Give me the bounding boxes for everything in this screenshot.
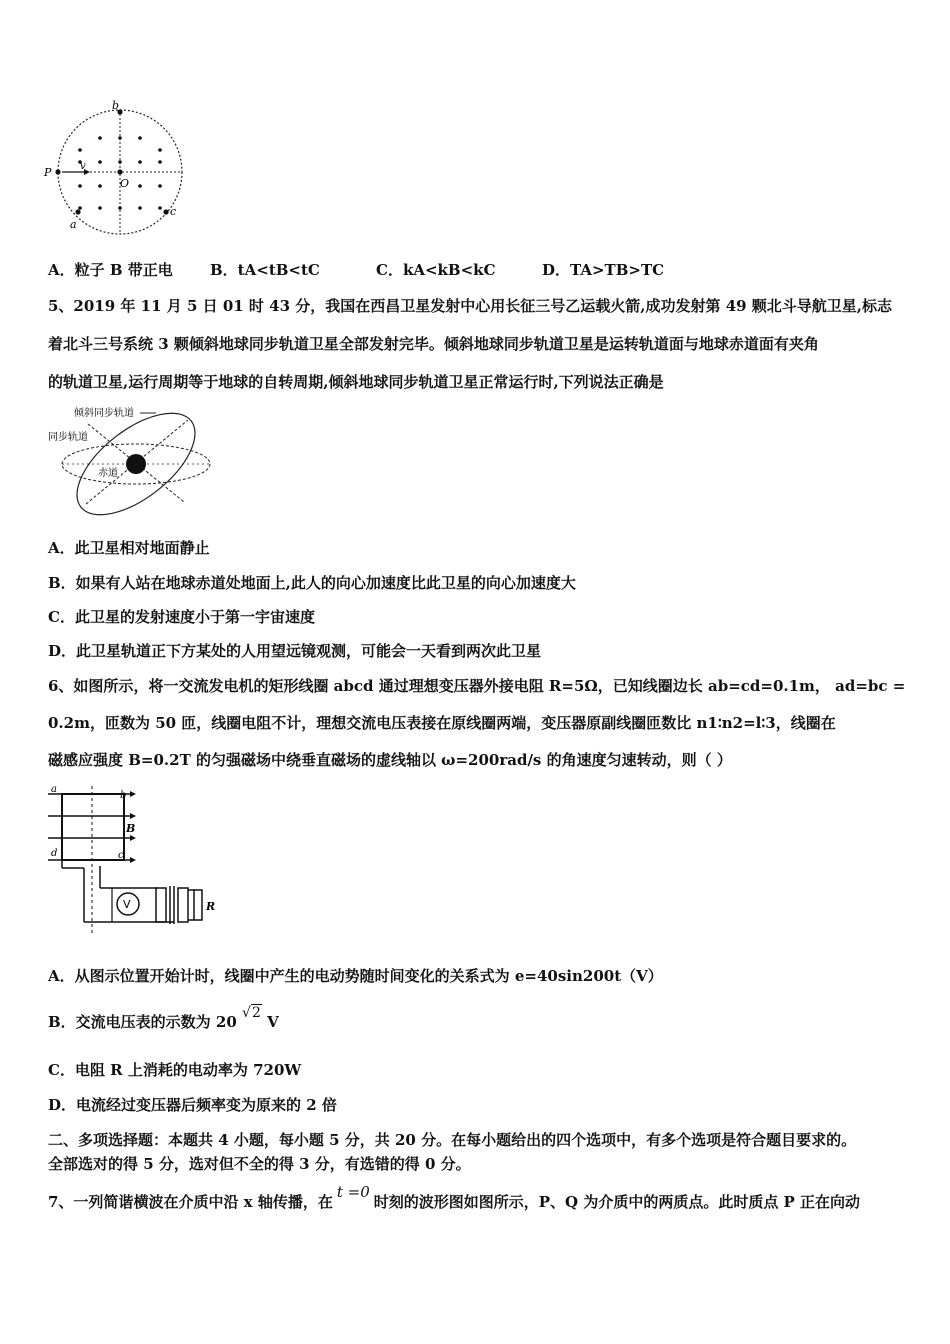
label-b: b: [120, 790, 127, 801]
label-equator: 赤道: [98, 468, 118, 479]
q6-option-c: C．电阻 R 上消耗的电动率为 720W: [48, 1061, 302, 1079]
q6-option-b: [48, 1005, 279, 1033]
satellite-orbit-figure: [46, 404, 216, 528]
q5-text-line-1: 5、2019 年 11 月 5 日 01 时 43 分，我国在西昌卫星发射中心用长征三号乙运载火箭,成功发射第 49 颗北斗导航卫星,标志: [48, 297, 893, 315]
q7-time-expression: t =0: [336, 1183, 370, 1201]
q6-option-a: A．从图示位置开始计时，线圈中产生的电动势随时间变化的关系式为 e=40sin200t（V）: [48, 967, 663, 985]
generator-transformer-circuit-figure: [48, 786, 218, 936]
q5-text-line-2: 着北斗三号系统 3 颗倾斜地球同步轨道卫星全部发射完毕。倾斜地球同步轨道卫星是运转轨道面与地球赤道面有夹角: [48, 335, 819, 353]
sqrt-expression: √2: [242, 1005, 261, 1021]
q5-option-b: B．如果有人站在地球赤道处地面上,此人的向心加速度比此卫星的向心加速度大: [48, 574, 576, 592]
q6-text-line-3: 磁感应强度 B=0.2T 的匀强磁场中绕垂直磁场的虚线轴以 ω=200rad/s 的角速度匀速转动，则（ ）: [48, 751, 732, 769]
label-o: O: [120, 177, 130, 190]
q6-text-line-2: 0.2m，匝数为 50 匝，线圈电阻不计，理想交流电压表接在原线圈两端，变压器原副线圈匝数比 n1∶n2=l∶3，线圈在: [48, 714, 836, 732]
q5-option-d: D．此卫星轨道正下方某处的人用望远镜观测，可能会一天看到两次此卫星: [48, 642, 542, 660]
label-c: c: [170, 205, 177, 218]
sqrt-radicand: 2: [251, 1005, 261, 1021]
q4-option-c: C．kA<kB<kC: [376, 261, 496, 279]
label-p: P: [44, 166, 52, 179]
section2-line-2: 全部选对的得 5 分，选对但不全的得 3 分，有选错的得 0 分。: [48, 1155, 471, 1173]
q6-option-d: D．电流经过变压器后频率变为原来的 2 倍: [48, 1096, 337, 1114]
label-c: c: [118, 850, 124, 861]
q7-prefix: 7、一列简谐横波在介质中沿 x 轴传播，在: [48, 1193, 333, 1211]
section2-line-1: 二、多项选择题：本题共 4 小题，每小题 5 分，共 20 分。在每小题给出的四个选项中，有多个选项是符合题目要求的。: [48, 1131, 857, 1149]
q5-text-line-3: 的轨道卫星,运行周期等于地球的自转周期,倾斜地球同步轨道卫星正常运行时,下列说法正确是: [48, 373, 664, 391]
q6-option-b-prefix: B．交流电压表的示数为 20: [48, 1013, 237, 1031]
q7-text-line-1: [48, 1183, 861, 1212]
label-r: R: [206, 900, 216, 913]
label-a: a: [51, 786, 57, 795]
label-a: a: [70, 218, 77, 231]
q4-option-b: B．tA<tB<tC: [210, 261, 320, 279]
q5-option-a: A．此卫星相对地面静止: [48, 539, 210, 557]
magnetic-field-circle-figure: [40, 98, 190, 238]
label-v: v: [80, 161, 86, 172]
q6-text-line-1: 6、如图所示，将一交流发电机的矩形线圈 abcd 通过理想变压器外接电阻 R=5Ω，已知线圈边长 ab=cd=0.1m， ad=bc =: [48, 677, 906, 695]
q4-option-a: A．粒子 B 带正电: [48, 261, 173, 279]
q7-suffix: 时刻的波形图如图所示，P、Q 为介质中的两质点。此时质点 P 正在向动: [373, 1193, 861, 1211]
voltmeter-label: V: [123, 898, 131, 911]
label-field-b: B: [126, 822, 136, 835]
label-sync-orbit: 同步轨道: [48, 432, 88, 443]
q4-option-d: D．TA>TB>TC: [542, 261, 665, 279]
q6-option-b-unit: V: [267, 1013, 279, 1031]
label-b: b: [112, 99, 120, 112]
q5-option-c: C．此卫星的发射速度小于第一宇宙速度: [48, 608, 315, 626]
label-d: d: [51, 848, 58, 859]
label-inclined-orbit: 倾斜同步轨道: [74, 408, 134, 419]
